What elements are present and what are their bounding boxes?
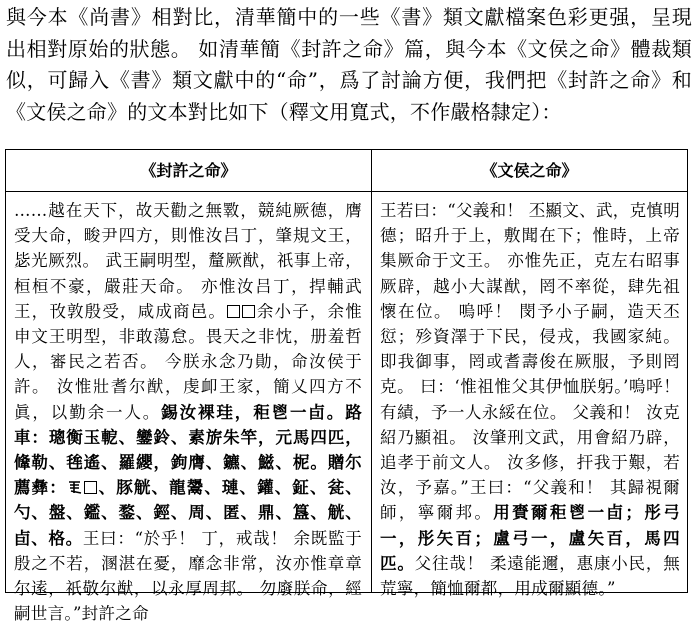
right-bold-gift-list: 用賚爾秬鬯一卣；彤弓一，彤矢百；盧弓一，盧矢百，馬四匹。: [380, 503, 680, 573]
right-text-part-2: 父往哉！ 柔遠能邇，惠康小民，無荒寧，簡恤爾都，用成爾顯德。”: [380, 553, 680, 599]
right-column-header: 《文侯之命》: [481, 161, 578, 180]
left-bold-gift-list: 錫汝裸珪，秬鬯一卣。路車：璁衡玉軶、鑾鈴、素旂朱竿，元馬四匹，鞗勒、毪遙、羅纓，鉤膺、鑣、鰦、柅。贈尓薦彝：: [14, 402, 362, 498]
left-text-block: [14, 198, 362, 626]
right-column-text: [380, 198, 680, 601]
comparison-table: [5, 149, 688, 624]
left-text-part-2: 余小子，余惟申文王明型，非敢蕩怠。畏天之非忱，册羞哲人，審民之若否。 今朕永念乃勛，命汝侯于許。 汝惟壯耆尔猷，虔卹王家，簡乂四方不眞，以勤余一人。: [14, 301, 362, 422]
column-divider: [371, 150, 372, 592]
missing-glyph-box-1: [227, 305, 240, 318]
intro-text: 與今本《尚書》相對比，清華簡中的一些《書》類文獻檔案色彩更强，呈現出相對原始的狀態。 如清華簡《封許之命》篇，與今本《文侯之命》體裁類似，可歸入《書》類文獻中的“命”，爲了討論方便，我們把《封許之命》和《文侯之命》的文本對比如下（釋文用寬式，不作嚴格隸定）：: [6, 5, 692, 124]
header-divider: [6, 191, 687, 192]
left-text-part-3: 王曰：“於乎！ 丁，戒哉！ 余既監于殷之不若，溷湛在憂，靡念非常，汝亦惟章章尔逺，祇敬尔猷，以永厚周邦。 勿廢朕命，經嗣世言。”封許之命: [14, 528, 363, 624]
left-column-text: [14, 198, 362, 626]
right-text-block: [380, 198, 680, 601]
left-bold-vessel-list: 、豚觥、龍鬹、璉、鑵、鉦、瓫、勺、盤、鑑、鍪、鋞、周、匿、鼎、簋、觥、卣、格。: [14, 478, 363, 548]
right-text-part-1: 王若曰：“父義和！ 丕顯文、武，克慎明德；昭升于上，敷聞在下；惟時，上帝集厥命于文王。 亦惟先正，克左右昭事厥辟，越小大謀猷，罔不率從，肆先祖懷在位。 嗚呼！ 閔予小子嗣，造天丕愆；殄資澤于下民，侵戎，我國家純。 即我御事，罔或耆壽俊在厥服，予則罔克。 曰：‘惟祖惟父其伊恤朕躬。’嗚呼！ 有績，予一人永綏在位。 父義和！ 汝克紹乃顯祖。 汝肇刑文武，用會紹乃辟，追孝于前文人。 汝多修，扞我于艱，若汝，予嘉。”王曰：“父義和！ 其歸視爾師，寧爾邦。: [380, 201, 680, 523]
missing-glyph-box-3: [84, 481, 97, 494]
rare-glyph-icon: [67, 480, 83, 495]
missing-glyph-box-2: [242, 305, 255, 318]
left-text-part-1: ……越在天下，故天勸之無斁，競純厥德，膺受大命，畯尹四方，則惟汝吕丁，肇規文王，毖光厥烈。 武王嗣明型，釐厥猷，祇事上帝，桓桓不豪，嚴莊天命。 亦惟汝吕丁，捍輔武王，攼敦殷受，咸成商邑。: [14, 201, 362, 321]
intro-paragraph: [6, 2, 692, 128]
left-column-header: 《封許之命》: [140, 161, 237, 180]
